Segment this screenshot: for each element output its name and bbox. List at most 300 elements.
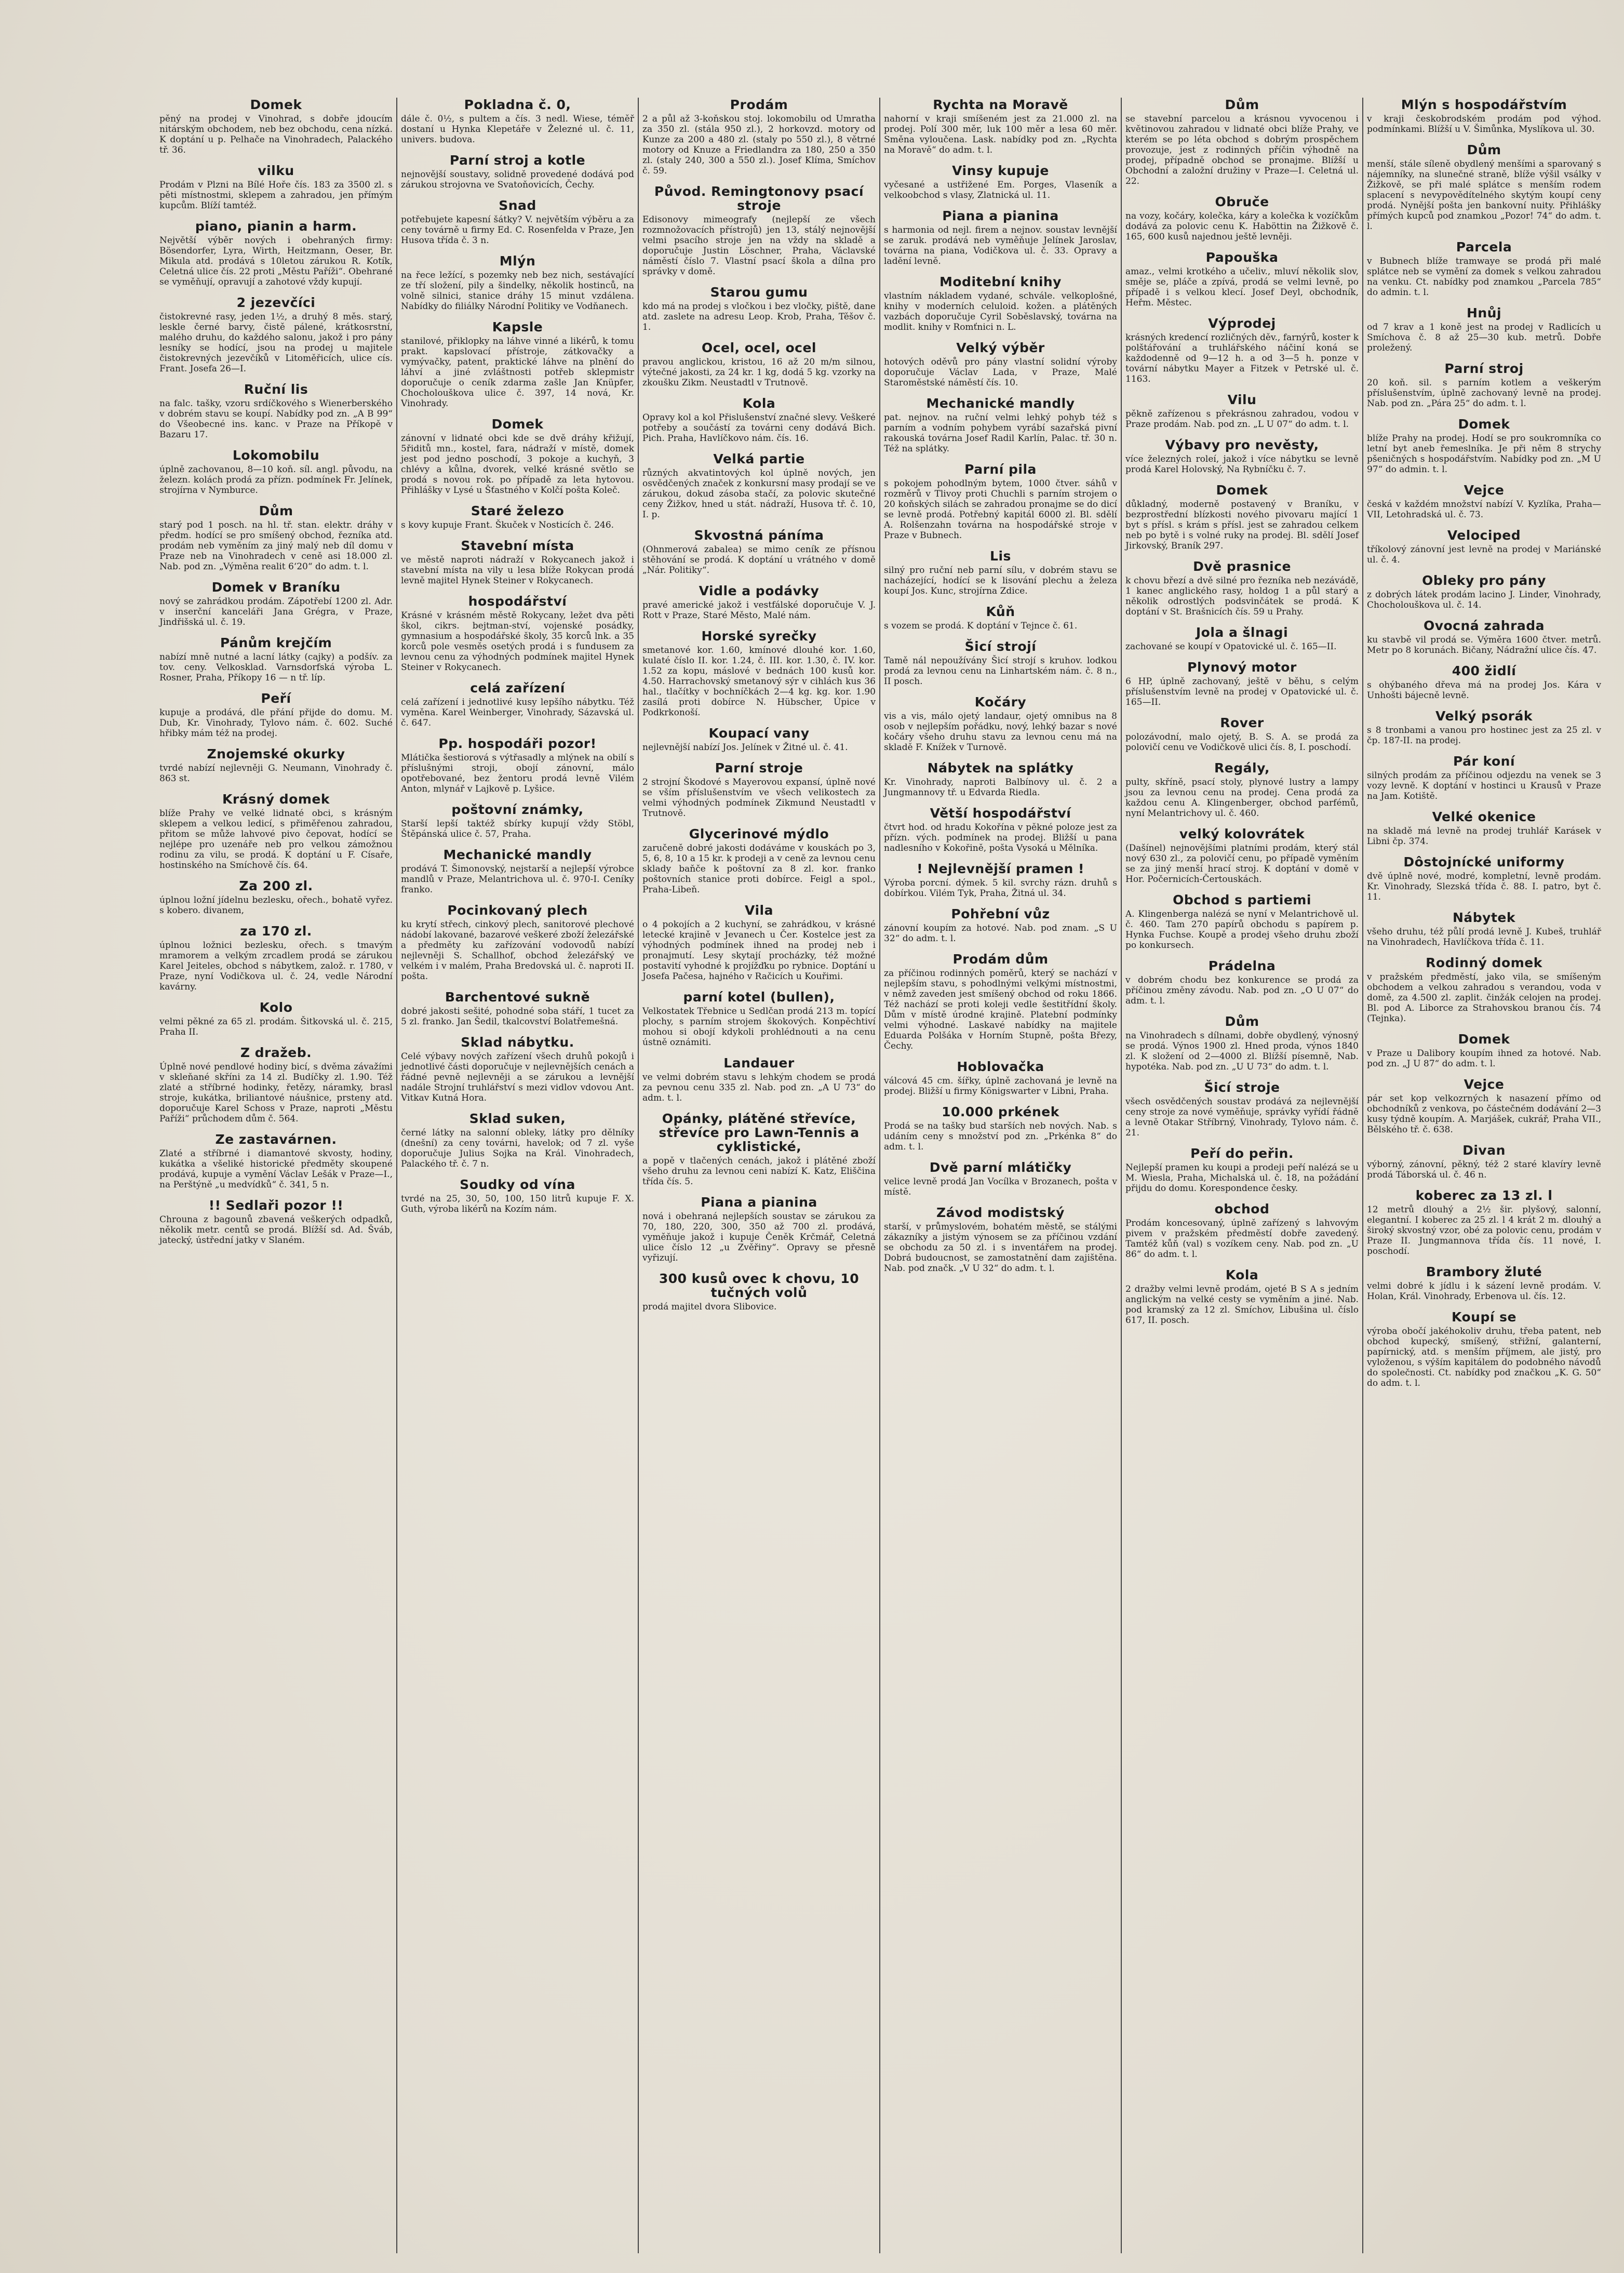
ad-text: velmi dobré k jídlu i k sázení levně prodám. V. Holan, Král. Vinohrady, Erbenova ul. čís. 12.: [1367, 1281, 1601, 1302]
ad-heading: Kapsle: [492, 319, 543, 335]
classified-ad: [1125, 559, 1359, 617]
classified-ad: [159, 164, 393, 211]
ad-heading: Snad: [499, 198, 536, 213]
ad-heading: hospodářství: [468, 594, 567, 609]
classified-ad: [159, 580, 393, 627]
classified-ad: [1367, 528, 1601, 565]
classified-ad: [159, 924, 393, 992]
classified-ad: [884, 605, 1117, 631]
ad-text: Chrouna z bagounů zbavená veškerých odpadků, několik metr. centů se prodá. Blížší sd. Ad. Šváb, jatecký, ústřední jatky v Slaném.: [159, 1214, 393, 1246]
classified-ad: [884, 862, 1117, 899]
ad-heading: Vejce: [1464, 483, 1505, 498]
ad-heading: celá zařízení: [470, 680, 565, 696]
ad-text: ku stavbě vil prodá se. Výměra 1600 čtver. metrů. Metr po 8 korunách. Bičany, Nádražní ulice čís. 47.: [1367, 635, 1601, 656]
classified-ad: [159, 636, 393, 683]
classified-ad: [1125, 625, 1359, 652]
classified-ad: [1125, 1080, 1359, 1138]
ad-text: Prodá se na tašky bud starších neb nových. Nab. s udáním ceny s množství pod zn. „Prkénka 8“ do adm. t. l.: [884, 1121, 1117, 1152]
ad-text: s ohýbaného dřeva má na prodej Jos. Kára v Unhošti bájecně levně.: [1367, 680, 1601, 701]
ad-heading: Sklad suken,: [469, 1111, 566, 1126]
classified-ad: [401, 681, 634, 728]
classified-ad: [1367, 1265, 1601, 1302]
classified-ad: [401, 153, 634, 190]
ad-text: čistokrevné rasy, jeden 1½, a druhý 8 měs. starý, leskle černé barvy, čistě pálené, krátkosrstní, malého druhu, do každého salonu, jakož i pro pány lesníky se hodící, jsou na prodej u majitele čistokrevných jezevčíků v Litoměřicích, ulice cís. Frant. Josefa 26—I.: [159, 312, 393, 374]
ad-heading: Domek: [1458, 417, 1510, 432]
ad-text: tvrdé nabízí nejlevněji G. Neumann, Vinohrady č. 863 st.: [159, 763, 393, 784]
ad-heading: Pohřební vůz: [951, 906, 1050, 921]
ad-heading: Výbavy pro nevěsty,: [1165, 437, 1319, 452]
classified-ad: [401, 737, 634, 794]
ad-heading: Peří: [261, 691, 291, 706]
ad-heading: Starou gumu: [710, 285, 808, 300]
classified-ad: [884, 639, 1117, 687]
ad-heading: Peří do peřin.: [1190, 1146, 1294, 1161]
ad-heading: Pánům krejčím: [220, 635, 332, 650]
classified-ad: [1367, 362, 1601, 409]
classified-ad: [1125, 393, 1359, 430]
ad-text: velmi pěkné za 65 zl. prodám. Šitkovská ul. č. 215, Praha II.: [159, 1017, 393, 1037]
ad-heading: Koupací vany: [708, 726, 810, 741]
ad-heading: Dvě parní mlátičky: [929, 1160, 1072, 1175]
ad-heading: !! Sedlaři pozor !!: [208, 1198, 344, 1213]
ad-heading: 400 židlí: [1452, 663, 1516, 678]
classified-ad: [1367, 1188, 1601, 1256]
classified-ad: [1125, 660, 1359, 707]
ad-text: Celé výbavy nových zařízení všech druhů pokojů i jednotlivé části doporučuje v nejlevnějších cenách a řádné pevně nejlevněji a se zárukou a levnější nadále Strojní truhlářství s mezi vidlov vdovou Ant. Vitkav Kutná Hora.: [401, 1051, 634, 1103]
classified-ad: [1367, 1032, 1601, 1069]
classified-ad: [884, 1105, 1117, 1152]
ad-text: pár set kop velkozrných k nasazení přímo od obchodníků z venkova, po částečném dodávání 2—3 kusy týdně koupím. A. Marjášek, cukrář, Praha VII., Bělského tř. č. 638.: [1367, 1093, 1601, 1135]
ad-heading: Nábytek na splátky: [927, 760, 1074, 776]
ad-heading: Koupí se: [1452, 1309, 1516, 1325]
ad-heading: Pár koní: [1453, 754, 1515, 769]
ad-text: Velkostatek Třebnice u Sedlčan prodá 213 m. topící plochy, s parním strojem škokových. Konpěchtiví mohou si obojí kdykoli prohlédnouti a na cenu ústně oznámiti.: [642, 1006, 876, 1048]
ad-text: nový se zahrádkou prodám. Zápotřebí 1200 zl. Adr. v inserční kanceláři Jana Grégra, v Praze, Jindřišská ul. č. 19.: [159, 596, 393, 627]
ad-heading: Hnůj: [1466, 305, 1502, 320]
classified-ad: [884, 164, 1117, 200]
ad-text: pěný na prodej v Vinohrad, s dobře jdoucím nitárským obchodem, neb bez obchodu, cena nízká. K doptání u p. Pelhače na Vinohradech, Palackého tř. 36.: [159, 114, 393, 155]
classified-ad: [401, 803, 634, 839]
ad-heading: 300 kusů ovec k chovu, 10 tučných volů: [659, 1271, 860, 1300]
ad-text: smetanové kor. 1.60, kmínové dlouhé kor. 1.60, kulaté číslo II. kor. 1.24, č. III. kor. 1.30, č. IV. kor. 1.52 za kopu, máslové v bednách 100 kusů kor. 4.50. Harrachovský smetanový sýr v cihlách kus 36 hal., tlačítky v bochníčkách 2—4 kg. kg. kor. 1.90 zasílá proti dobírce N. Hübscher, Úpice v Podkrkonoší.: [642, 645, 876, 718]
classified-ad: [642, 452, 876, 520]
ad-heading: Dôstojnícké uniformy: [1403, 854, 1565, 870]
ad-heading: Mechanické mandly: [926, 396, 1075, 411]
ad-text: výborný, zánovní, pěkný, též 2 staré klavíry levně prodá Táborská ul. č. 46 n.: [1367, 1159, 1601, 1180]
classified-ad: [401, 98, 634, 145]
classified-ad: [1367, 810, 1601, 847]
ad-heading: Mechanické mandly: [443, 847, 592, 862]
ad-text: dobré jakosti sešité, pohodné soba stáří, 1 tucet za 5 zl. franko. Jan Šedil, tkalcovství Bolatřemešná.: [401, 1006, 634, 1027]
ad-text: nejnovější soustavy, solidně provedené dodává pod zárukou strojovna ve Svatoňovicích, Čechy.: [401, 169, 634, 190]
ad-heading: Velký psorák: [1435, 708, 1533, 724]
classified-ad: [159, 98, 393, 155]
classified-ad: [1367, 143, 1601, 232]
classified-ad: [1125, 316, 1359, 384]
ad-text: všeho druhu, též půlí prodá levně J. Kubeš, truhlář na Vinohradech, Havlíčkova třída č. 11.: [1367, 927, 1601, 947]
ad-heading: Dům: [1225, 98, 1259, 112]
ad-heading: Obruče: [1215, 194, 1269, 209]
ad-text: blíže Prahy na prodej. Hodí se pro soukromníka co letní byt aneb řemeslníka. Je při něm 8 strychy pšeničných s hospodářstvím. Nabídky pod zn. „M U 97“ do admin. t. l.: [1367, 433, 1601, 475]
ad-heading: Prádelna: [1208, 958, 1276, 973]
ad-heading: Velký výběr: [956, 340, 1045, 355]
ad-heading: Pp. hospodáři pozor!: [438, 736, 597, 751]
ad-text: Edisonovy mimeografy (nejlepší ze všech rozmnožovacích přístrojů) jen 13, stálý nejnovější velmi psacího stroje jen na vždy na skladě a doporučuje Justin Löschner, Praha, Václavské náměstí číslo 7. Vlastní psací škola a dílna pro správky v domě.: [642, 215, 876, 277]
classified-ad: [401, 990, 634, 1027]
classified-ad: [1125, 893, 1359, 951]
ad-text: Tamě nál nepoužívány Šicí strojí s kruhov. lodkou prodá za levnou cenu na Linhartském nám. č. 8 n., II posch.: [884, 656, 1117, 687]
classified-ad: [642, 341, 876, 388]
classified-ad: [884, 1160, 1117, 1197]
ad-text: z dobrých látek prodám lacino J. Linder, Vinohrady, Chocholouškova ul. č. 14.: [1367, 590, 1601, 610]
classified-ad: [401, 320, 634, 409]
classified-ad: [642, 184, 876, 277]
ad-heading: koberec za 13 zl. l: [1415, 1188, 1553, 1203]
ad-text: pulty, skříně, psací stoly, plynové lustry a lampy jsou za levnou cenu na prodej. Cena prodá za každou cenu A. Klingenberger, obchod parfémů, nyní Melantrichovy ul. č. 460.: [1125, 777, 1359, 819]
column-4: [880, 98, 1122, 2253]
classified-ad: [642, 1112, 876, 1187]
ad-heading: Prodám: [730, 98, 788, 112]
ad-text: starý pod 1 posch. na hl. tř. stan. elektr. dráhy v předm. hodící se pro smíšený obchod, řezníka atd. prodám neb vyměním za jiný malý neb díl domu v Praze neb na Vinohradech v ceně asi 18.000 zl. Nab. pod zn. „Výměna realit 6‘20“ do adm. t. l.: [159, 520, 393, 572]
ad-text: zachované se koupí v Opatovické ul. č. 165—II.: [1125, 641, 1337, 652]
classified-ad: [1125, 761, 1359, 819]
classified-ad: [401, 198, 634, 246]
ad-text: s harmonia od nejl. firem a nejnov. soustav levnější se zaruk. prodává neb vyměňuje Jelínek Jaroslav, továrna na piana, Vodičkova ul. č. 33. Opravy a ladění levně.: [884, 225, 1117, 266]
ad-heading: ! Nejlevnější pramen !: [917, 861, 1084, 876]
ad-text: dvě úplně nové, modré, kompletní, levně prodám. Kr. Vinohrady, Slezská třída č. 88. I. patro, byt č. 11.: [1367, 871, 1601, 902]
ad-text: v Bubnech blíže tramwaye se prodá při malé splátce neb se vymění za domek s velkou zahradou na venku. Ct. nabídky pod znamkou „Parcela 785“ do admin. t. l.: [1367, 256, 1601, 298]
ad-text: a popě v tlačených cenách, jakož i plátěné zboží všeho druhu za levnou ceni nabízí K. Katz, Eliščina třída čís. 5.: [642, 1156, 876, 1187]
column-3: [639, 98, 880, 2253]
classified-ad: [1125, 98, 1359, 186]
ad-text: silný pro ruční neb parní sílu, v dobrém stavu se nacházející, hodící se k lisování plechu a železa koupí Jos. Kunc, strojírna Zdice.: [884, 565, 1117, 596]
ad-heading: Skvostná páníma: [694, 528, 824, 543]
column-1: [156, 98, 397, 2253]
ad-text: prodává T. Šimonovský, nejstarší a nejlepší výrobce mandlů v Praze, Melantrichova ul. č. 970-I. Ceníky franko.: [401, 864, 634, 895]
ad-heading: Dům: [259, 503, 293, 518]
ad-heading: Kola: [1225, 1267, 1259, 1282]
ad-text: černé látky na salonní obleky, látky pro dělníky (dnešní) za ceny továrni, havelok; od 7 zl. vyše doporučuje Julius Sojka na Král. Vinohradech, Palackého tř. č. 7 n.: [401, 1128, 634, 1169]
ad-text: blíže Prahy ve velké lidnaté obci, s krásným sklepem a velkou ledicí, s přiměřenou zahradou, přitom se může lahvové pivo čepovat, hodící se nejlépe pro uzenáře neb pro velkou zámožnou rodinu za vilu, se prodá. K doptání u F. Císaře, hostinského na Smíchově čís. 64.: [159, 808, 393, 871]
classified-ad: [1367, 573, 1601, 610]
classified-ad: [642, 584, 876, 621]
ad-text: s vozem se prodá. K doptání v Tejnce č. 61.: [884, 621, 1078, 631]
classified-ad: [1367, 417, 1601, 475]
ad-heading: Obleky pro pány: [1422, 573, 1546, 588]
classified-ad: [401, 848, 634, 895]
ad-text: velice levně prodá Jan Vocílka v Brozanech, pošta v místě.: [884, 1176, 1117, 1197]
ad-heading: Stavební místa: [461, 538, 574, 553]
classified-ad: [159, 296, 393, 374]
classified-ad: [1125, 716, 1359, 753]
ad-text: vlastním nákladem vydané, schvále. velkoplošné, knihy v moderních celuloid. kožen. a plátěných vazbách doporučuje Cyril Soběslavský, továrna na modlit. knihy v Romťnici n. L.: [884, 291, 1117, 332]
column-6: [1363, 98, 1605, 2253]
ad-text: celá zařízení i jednotlivé kusy lepšího nábytku. Též vyměna. Karel Weinberger, Vinohrady, Sázavská ul. č. 647.: [401, 697, 634, 728]
ad-heading: Pokladna č. 0,: [464, 98, 571, 112]
ad-heading: Domek: [1216, 483, 1268, 498]
ad-text: kupuje a prodává, dle přání přijde do domu. M. Dub, Kr. Vinohrady, Tylovo nám. č. 602. Suché hřibky mám též na prodej.: [159, 707, 393, 739]
classified-ad: [1125, 438, 1359, 475]
ad-text: úplnou ložní jídelnu bezlesku, ořech., bohatě vyřez. s kobero. divanem,: [159, 895, 393, 916]
ad-heading: 2 jezevčíci: [236, 295, 316, 310]
classified-ad: [159, 747, 393, 784]
ad-text: hotových oděvů pro pány vlastní solidní výroby doporučuje Václav Lada, v Praze, Malé Staroměstské náměstí čís. 10.: [884, 357, 1117, 388]
ad-text: kdo má na prodej s vločkou i bez vločky, piště, dane atd. zaslete na adresu Leop. Krob, Praha, Těšov č. 1.: [642, 301, 876, 332]
ad-text: v Praze u Dalibory koupím ihned za hotové. Nab. pod zn. „J U 87“ do adm. t. l.: [1367, 1048, 1601, 1069]
ad-heading: Velká partie: [713, 451, 805, 466]
classified-ad: [884, 695, 1117, 753]
ad-text: Kr. Vinohrady, naproti Balbínovy ul. č. 2 a Jungmannovy tř. u Edvarda Riedla.: [884, 777, 1117, 798]
classified-ad: [159, 691, 393, 739]
classified-ad: [884, 1060, 1117, 1097]
classified-ad: [1367, 240, 1601, 298]
classified-ad: [642, 827, 876, 895]
ad-text: o 4 pokojích a 2 kuchyní, se zahrádkou, v krásné letecké krajině v Jevanech u Čer. Kostelce jest za výhodných podmínek ihned na prodej neb i pronajmutí. Lesy skytají procházky, též možné postavití vyhodné k projížďku po rybnice. Doptání u Josefa Pačesa, hajného v Račicích u Kouřimi.: [642, 919, 876, 982]
classified-ad: [1367, 855, 1601, 902]
ad-text: ve velmi dobrém stavu s lehkým chodem se prodá za pevnou cenu 335 zl. Nab. pod zn. „A U 73“ do adm. t. l.: [642, 1072, 876, 1103]
ad-heading: Ze zastavárnen.: [215, 1132, 337, 1147]
ad-heading: Domek v Braníku: [211, 580, 341, 595]
ad-heading: obchod: [1214, 1201, 1270, 1216]
classified-ad: [401, 1035, 634, 1103]
ad-text: Úplně nové pendlové hodiny bicí, s dvěma závažími v skleňané skříni za 14 zl. Budíčky zl. 1.90. Též zlaté a stříbrné hodinky, řetězy, náramky, brasl stroje, kukátka, briliantové náušnice, prsteny atd. doporučuje Karel Schoss v Praze, naproti „Městu Paříži“ průchodem dům č. 564.: [159, 1062, 393, 1124]
classified-ad: [1367, 483, 1601, 520]
ad-text: amaz., velmi krotkého a učeliv., mluví několik slov, směje se, pláče a zpívá, prodá se velmi levně, po případě i s velkou klecí. Josef Deyl, obchodník, Heřm. Městec.: [1125, 266, 1359, 308]
ad-text: Největší výběr nových i obehraných firmy: Bösendorfer, Lyra, Wirth, Heitzmann, Oeser, Br. Mikula atd. prodává s 10letou zárukou R. Kotík, Celetná ulice čís. 22 proti „Městu Paříži“. Obehrané se vyměňují, opravují a zahotové vždy kupují.: [159, 235, 393, 287]
ad-text: pravou anglickou, kristou, 16 až 20 m/m silnou, výtečné jakosti, za 24 kr. 1 kg, dodá 5 kg. vzorky na zkoušku Zikm. Neustadtl v Trutnově.: [642, 357, 876, 388]
ad-text: Krásné v krásném městě Rokycany, ležet dva pěti škol, cikrs. bejtman-ství, vojenské posádky, gymnasium a hospodářské školy, 35 korců lnk. a 35 korců pole vesměs osetých prodá i s fundusem za levnou cenu za výhodných podmínek majitel Hynek Steiner v Rokycanech.: [401, 610, 634, 673]
ad-text: polozávodní, malo ojetý, B. S. A. se prodá za polovičí cenu ve Vodičkově ulici čís. 8, I. poschodí.: [1125, 732, 1359, 753]
ad-heading: Výprodej: [1208, 316, 1276, 331]
ad-heading: Šicí stroje: [1204, 1080, 1280, 1095]
classified-ad: [1367, 911, 1601, 947]
column-5: [1122, 98, 1363, 2253]
ad-text: od 7 krav a 1 koně jest na prodej v Radlicích u Smíchova č. 8 až 25—30 kub. metrů. Dobře proležený.: [1367, 322, 1601, 353]
classified-ad: [1125, 1014, 1359, 1072]
ad-heading: Divan: [1462, 1143, 1506, 1158]
ad-heading: Vilu: [1227, 392, 1257, 407]
classified-ad: [1125, 195, 1359, 242]
ad-text: s pokojem pohodlným bytem, 1000 čtver. sáhů v rozměrů v Tlivoy proti Chuchli s parním strojem o 20 koňských silách se zahradou pronajme se do dicí se levně prodá. Potřebný kapitál 6000 zl. Bl. sdělí A. Rolšenzahn továrna na hospodářské stroje v Praze v Bubnech.: [884, 478, 1117, 541]
ad-text: 2 a půl až 3-koňskou stoj. lokomobilu od Umratha za 350 zl. (stála 950 zl.), 2 horkovzd. motory od Kunze za 200 a 480 zl. (staly po 550 zl.), 8 větrné motory od Knuze a Friedlandra za 180, 250 a 350 zl. (staly 240, 300 a 550 zl.). Josef Klíma, Smíchov č. 59.: [642, 114, 876, 176]
ad-text: česká v každém množství nabízí V. Kyzlíka, Praha—VII, Letohradská ul. č. 73.: [1367, 499, 1601, 520]
ad-heading: Obchod s partiemi: [1173, 892, 1311, 907]
ad-heading: za 170 zl.: [240, 924, 312, 939]
ad-heading: Kočáry: [974, 694, 1027, 710]
classified-ad: [401, 1112, 634, 1169]
ad-heading: Závod modistský: [936, 1205, 1065, 1220]
classified-ad: [1367, 956, 1601, 1024]
ad-text: zánovní v lidnaté obci kde se dvě dráhy křižují, 5řiditů mn., kostel, fara, nádraží v místě, domek jest pod jedno poschodí, 3 pokoje a kuchyň, 3 chlévy a kůlna, dvorek, velké krásné světlo se prodá s novou rok. po případě za leta hytovou. Přihlášky v Lysé u Šťastného v Kolčí pošta Koleč.: [401, 433, 634, 496]
classified-ad: [401, 1178, 634, 1214]
ad-heading: Plynový motor: [1187, 660, 1297, 675]
ad-heading: Piana a pianina: [942, 208, 1059, 223]
ad-heading: Vila: [745, 903, 773, 918]
classified-ad: [159, 504, 393, 572]
ad-heading: Parní stroj a kotle: [449, 153, 586, 168]
ad-text: Výroba porcní. dýmek. 5 kil. svrchy rázn. druhů s dobírkou. Vilém Tyk, Praha, Žitná ul. 34.: [884, 878, 1117, 899]
classified-ad: [642, 1056, 876, 1103]
ad-text: Starší lepší taktéž sbírky kupují vždy Stöbl, Štěpánská ulice č. 57, Praha.: [401, 819, 634, 839]
ad-text: 2 dražby velmi levně prodám, ojeté B S A s jedním anglickým na velké cesty se vyměním a jiné. Nab. pod kramský za 12 zl. Smíchov, Libušina ul. číslo 617, II. posch.: [1125, 1284, 1359, 1326]
ad-heading: Rodinný domek: [1426, 955, 1542, 970]
ad-text: čtvrt hod. od hradu Kokořína v pěkné poloze jest za přízn. vých. podmínek na prodej. Bližší u pana nadlesního v Kokořině, pošta Vysoká u Mělníka.: [884, 822, 1117, 853]
classified-ad: [159, 1132, 393, 1190]
ad-text: Prodám v Plzni na Bílé Hoře čís. 183 za 3500 zl. s pěti místnostmi, sklepem a zahradou, jen přímým kupcům. Blíží tamtéž.: [159, 180, 393, 211]
ad-text: na skladě má levně na prodej truhlář Karásek v Libni čp. 374.: [1367, 826, 1601, 847]
ad-heading: Horské syrečky: [701, 629, 817, 644]
classified-ad: [1367, 709, 1601, 746]
classified-ad: [884, 907, 1117, 944]
ad-heading: Pocinkovaný plech: [447, 903, 588, 918]
ad-text: důkladný, moderně postavený v Braníku, v bezprostřední blízkosti nového pivovaru mající 1 byt s přísl. s krám s přísl. jest se zahradou celkem neb po bytě i s volné ruky na prodej. Bl. sdělí Josef Jirkovský, Braník 297.: [1125, 499, 1359, 551]
classified-ad: [1125, 483, 1359, 551]
ad-heading: Dům: [1225, 1014, 1259, 1029]
classified-ad: [884, 396, 1117, 454]
ad-text: vyčesané a ustřižené Em. Porges, Vlaseník a velkoobchod s vlasy, Zlatnická ul. 11.: [884, 180, 1117, 200]
ad-heading: Ovocná zahrada: [1423, 618, 1545, 633]
ad-text: nejlevnější nabízí Jos. Jelínek v Žitné ul. č. 41.: [642, 742, 848, 753]
ad-text: 2 strojní Škodové s Mayerovou expansí, úplně nové se vším příslušenstvím ve všech velikostech za velmi výhodných podmínek Zikmund Neustadtl v Trutnově.: [642, 777, 876, 819]
ad-text: Mlátička šestiorová s výtřasadly a mlýnek na obilí s příslušnými stroji, obojí zánovní, málo opotřebované, bez žentoru prodá levně Vilém Anton, mlynář v Lajkově p. Lyšice.: [401, 753, 634, 794]
classified-ad: [884, 209, 1117, 266]
ad-heading: Nábytek: [1452, 910, 1516, 925]
ad-text: na vozy, kočáry, kolečka, káry a kolečka k vozíčkům dodává za polovic cenu K. Haböttin na Žižkově č. 165, 600 kusů najednou ještě levněji.: [1125, 211, 1359, 242]
ad-heading: Prodám dům: [952, 952, 1049, 967]
ad-heading: Domek: [1458, 1032, 1510, 1047]
ad-text: Nejlepší pramen ku koupi a prodeji peří nalézá se u M. Wiesla, Praha, Michalská ul. č. 18, na požádání přijdu do domu. Korespondence česky.: [1125, 1162, 1359, 1194]
ad-text: 20 koň. sil. s parním kotlem a veškerým příslušenstvím, úplně zachovaný levně na prodej. Nab. pod zn. „Pára 25“ do adm. t. l.: [1367, 378, 1601, 409]
ad-text: zánovní koupím za hotové. Nab. pod znam. „S U 32“ do adm. t. l.: [884, 923, 1117, 944]
ad-text: nabízí mně nutné a lacní látky (cajky) a podšív. za tov. ceny. Velkosklad. Varnsdorfská výroba L. Rosner, Praha, Příkopy 16 — n tř. líp.: [159, 652, 393, 683]
ad-heading: Lis: [990, 549, 1011, 564]
classified-ad: [1367, 619, 1601, 656]
classified-ad: [1367, 1310, 1601, 1388]
ad-heading: velký kolovrátek: [1179, 826, 1305, 841]
ad-heading: Dům: [1467, 142, 1501, 157]
classified-ad: [642, 1195, 876, 1263]
classified-ad: [1367, 306, 1601, 353]
ad-text: potřebujete kapesní šátky? V. největším výběru a za ceny továrně u firmy Ed. C. Rosenfelda v Praze, Jen Husova třída č. 3 n.: [401, 215, 634, 246]
ad-heading: Mlýn: [499, 253, 536, 269]
ad-text: starší, v průmyslovém, bohatém městě, se stálými zákazníky a jistým výnosem se za příčinou vzdání se obchodu za 50 zl. i s inventářem na prodej. Dobrá budoucnost, se zamostatnění dam zajištěna. Nab. pod značk. „V U 32“ do adm. t. l.: [884, 1222, 1117, 1274]
ad-heading: Dvě prasnice: [1193, 559, 1291, 574]
ad-heading: Rychta na Moravě: [933, 98, 1068, 112]
ad-heading: Velké okenice: [1432, 809, 1536, 824]
ad-heading: Vidle a podávky: [699, 583, 820, 598]
ad-text: za příčinou rodinných poměrů, který se nachází v nejlepším stavu, s pohodlnými velkými místnostmi, v němž zaveden jest smíšený obchod od roku 1866. Též nachází se proti koleji vedle šestitřídní školy. Dům v místě úrodné krajině. Platební podmínky velmi výhodné. Laskavé nabídky na majitele Eduarda Polšáka v Horním Stupně, pošta Březy, Čechy.: [884, 968, 1117, 1051]
ad-text: krásných kredencí rozličných děv., farnýrů, koster k polštářování a truhlářského náčiní koná se každodenně od 9—12 h. a od 3—5 h. ponze v tovární nábytku Mayer a Fitzek v Petrské ul. č. 1163.: [1125, 332, 1359, 384]
ad-text: silných prodám za příčinou odjezdu na venek se 3 vozy levně. K doptání v hostinci u Krausů v Praze na Jam. Kotiště.: [1367, 770, 1601, 801]
ad-text: (Ohnmerová zabalea) se mimo ceník ze přísnou stěhování se prodá. K doptání u vrátného v domě „Nár. Politiky“.: [642, 544, 876, 576]
ad-heading: Původ. Remingtonovy psací stroje: [654, 184, 864, 213]
ad-heading: Parní pila: [964, 462, 1037, 477]
ad-text: Prodám koncesovaný, úplně zařízený s lahvovým pivem v pražském předměstí dobře zavedený. Tamtéž kůň (val) s vozíkem ceny. Nab. pod zn. „U 86“ do adm. t. l.: [1125, 1218, 1359, 1260]
classified-ad: [159, 879, 393, 916]
ad-heading: Vinsy kupuje: [952, 163, 1049, 178]
ad-heading: Brambory žluté: [1426, 1264, 1542, 1279]
ad-text: na řece ležící, s pozemky neb bez nich, sestávající ze tří složení, pily a šindelky, několik hostinců, na volně silnici, stanice dráhy 15 minut vzdálena. Nabídky do filiálky Národní Politiky ve Vodňanech.: [401, 270, 634, 312]
classified-ad: [159, 1000, 393, 1037]
ad-text: pravé americké jakož i vestfálské doporučuje V. J. Rott v Praze, Staré Město, Malé nám.: [642, 600, 876, 621]
classified-ad: [884, 341, 1117, 388]
ad-text: pěkně zařízenou s překrásnou zahradou, vodou v Praze prodám. Nab. pod zn. „L U 07“ do adm. t. l.: [1125, 409, 1359, 430]
ad-heading: Domek: [250, 98, 302, 112]
ad-heading: Z dražeb.: [240, 1045, 312, 1060]
ad-text: s kovy kupuje Frant. Škuček v Nosticích č. 246.: [401, 520, 614, 530]
ad-text: vis a vis, málo ojetý landaur, ojetý omnibus na 8 osob v nejlepším pořádku, nový, lehký bazar s nové kočáry všeho druhu stavu za levnou cenu má na skladě F. Knížek v Turnově.: [884, 711, 1117, 753]
ad-text: k chovu březí a dvě silné pro řezníka neb nezávádě, 1 kanec anglického rasy, holdog 1 a půl starý a několik odrostlých podsvinčátek se prodá. K doptání v St. Brašnicích čís. 59 u Prahy.: [1125, 576, 1359, 617]
ad-heading: Glycerinové mýdlo: [689, 826, 829, 841]
ad-text: A. Klingenberga nalézá se nyní v Melantrichově ul. č. 460. Tam 270 papírů obchodu s papírem p. Hynka Fuchse. Koupě a prodej všeho druhu zboží po konkursech.: [1125, 909, 1359, 951]
ad-text: ve městě naproti nádraží v Rokycanech jakož i stavební místa na vily u lesa blíže Rokycan prodá levně majitel Hynek Steiner v Rokycanech.: [401, 555, 634, 586]
ad-heading: Za 200 zl.: [239, 878, 313, 893]
ad-text: více železných roleí, jakož i více nábytku se levně prodá Karel Holovský, Na Rybníčku č. 7.: [1125, 454, 1359, 475]
classified-ad: [1367, 1143, 1601, 1180]
ad-text: (Dašínel) nejnovějšími platními prodám, který stál nový 630 zl., za polovičí cenu, po případě vyměním se za jiný menší hrací stroj. K doptání v domě v Hor. Počernicích-Čertouskách.: [1125, 843, 1359, 885]
ad-text: na falc. tašky, vzoru srdíčkového s Wienerberského v dobrém stavu se koupí. Nabídky pod zn. „A B 99“ do Všeobecné ins. kanc. v Praze na Příkopě v Bazaru 17.: [159, 398, 393, 440]
ad-heading: Kůň: [986, 604, 1015, 619]
classified-ad: [884, 549, 1117, 596]
ad-text: dále č. 0½, s pultem a čís. 3 nedl. Wiese, téměř dostaní u Hynka Klepetáře v Železné ul. č. 11, univers. budova.: [401, 114, 634, 145]
ad-heading: parní kotel (bullen),: [683, 990, 835, 1005]
ad-text: válcová 45 cm. šířky, úplně zachovaná je levně na prodej. Bližší u firmy Königswarter v Libni, Praha.: [884, 1076, 1117, 1097]
ad-text: tříkolový zánovní jest levně na prodej v Mariánské ul. č. 4.: [1367, 544, 1601, 565]
ad-heading: Kola: [742, 396, 776, 411]
classified-ad: [642, 629, 876, 718]
ad-text: menší, stále síleně obydlený menšími a sparovaný s nájemníky, na slunečné straně, blíže výšil vsálky v Žižkově, se při malé splátce s menším rodem splacení s nevypovědítelného skytým koupí ceny prodá. Nynější pošta jen bankovní nuity. Přihlášky přímých kupců pod znamkou „Pozor! 74“ do adm. t. l.: [1367, 159, 1601, 232]
ad-heading: Rover: [1220, 715, 1264, 730]
ad-text: stanilové, přiklopky na láhve vinné a likérů, k tomu prakt. kapslovací přístroje, zátkovačky a vymývačky, patent, praktické láhve na plnění do láhví a jiné zvláštnosti potřeb sklepmistr doporučuje o ceník zdarma zašle Jan Knüpfer, Chocholouškova ulice č. 397, 14 nová, Kr. Vinohrady.: [401, 336, 634, 409]
ad-heading: Lokomobilu: [232, 448, 320, 463]
classified-ad: [159, 382, 393, 440]
ad-heading: Sklad nábytku.: [461, 1035, 574, 1050]
ad-heading: Papouška: [1205, 250, 1279, 265]
classified-ad: [1367, 1077, 1601, 1135]
classified-ad: [642, 1272, 876, 1312]
ad-heading: Opánky, plátěné střevíce, střevíce pro Lawn-Tennis a cyklistické,: [659, 1111, 860, 1154]
ad-text: na Vinohradech s dílnami, dobře obydlený, výnosný se prodá. Výnos 1900 zl. Hned proda, výnos 1840 zl. K složení od 2—4000 zl. Blížší písemně, Nab. hypotéka. Nab. pod zn. „U U 73“ do adm. t. l.: [1125, 1031, 1359, 1072]
classified-ad: [642, 990, 876, 1048]
classified-ad: [642, 903, 876, 982]
ad-heading: Větší hospodářství: [930, 806, 1071, 821]
classified-ad: [642, 396, 876, 444]
ad-text: tvrdé na 25, 30, 50, 100, 150 litrů kupuje F. X. Guth, výroba likérů na Kozím nám.: [401, 1194, 634, 1214]
ad-text: všech osvědčených soustav prodává za nejlevnější ceny stroje za nové vyměňuje, správky vyřídí řádně a levně Otakar Stříbrný, Vinohrady, Tylovo nám. č. 21.: [1125, 1097, 1359, 1138]
ad-heading: poštovní známky,: [451, 802, 584, 817]
ad-heading: Velociped: [1447, 528, 1521, 543]
ad-text: různých akvatintových kol úplně nových, jen osvědčených značek z konkursní masy prodají se ve zárukou, dokud zásoba stačí, za polovic skutečné ceny Žižkov, hned u stát. nádraží, Husova tř. č. 10, I. p.: [642, 468, 876, 520]
classified-ad: [401, 594, 634, 673]
ad-heading: Krásný domek: [222, 792, 330, 807]
classified-ad: [1125, 1268, 1359, 1326]
classified-ad: [884, 761, 1117, 798]
ad-heading: Domek: [491, 417, 544, 432]
classified-ad: [159, 1198, 393, 1246]
ad-text: pat. nejnov. na ruční velmi lehký pohyb též s parním a vodním pohybem vyrábí sazařská pivní rakouská továrna Josef Radil Karlín, Palac. tř. 30 n. Též na splátky.: [884, 412, 1117, 454]
classified-ad: [401, 504, 634, 530]
classified-ad: [401, 903, 634, 982]
ad-heading: Landauer: [723, 1055, 795, 1071]
classified-ad: [884, 952, 1117, 1051]
ad-text: úplně zachovanou, 8—10 koň. síl. angl. původu, na železn. kolách prodá za přízn. podmínek Fr. Jelínek, strojírna v Nymburce.: [159, 464, 393, 496]
ad-heading: Znojemské okurky: [207, 746, 345, 761]
classified-ad: [884, 98, 1117, 155]
classified-ad: [1125, 1146, 1359, 1194]
ad-heading: Ocel, ocel, ocel: [701, 340, 817, 355]
classified-ad: [1367, 664, 1601, 701]
ad-text: úplnou ložnici bezlesku, ořech. s tmavým mramorem a velkým zrcadlem prodá se zárukou Karel Jeiteles, obchod s nábytkem, založ. r. 1780, v Praze, nyní Vodičkova ul. č. 24, vedle Národní kavárny.: [159, 940, 393, 992]
